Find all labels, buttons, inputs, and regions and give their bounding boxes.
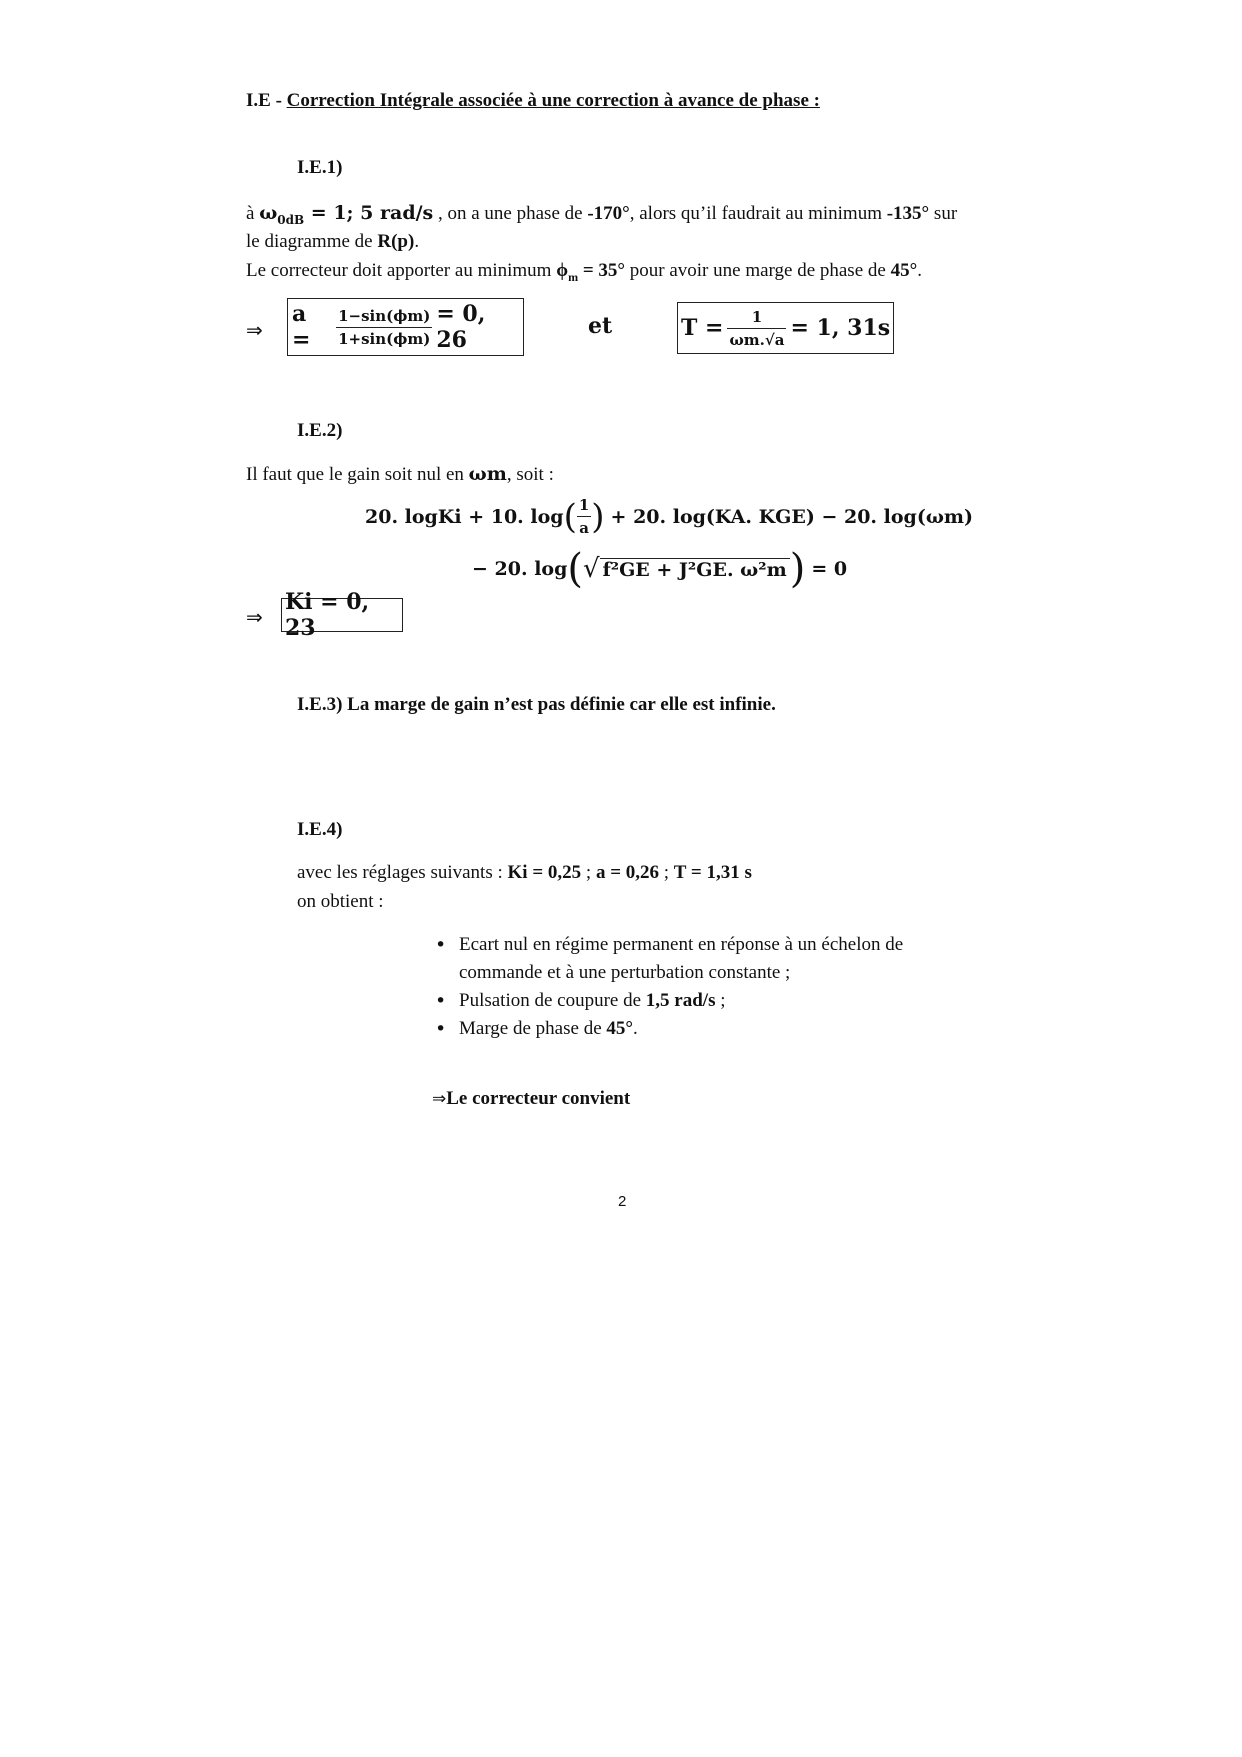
results-list <box>435 931 975 1043</box>
conclusion: ⇒Le correcteur convient <box>432 1088 631 1109</box>
ie4-line2: on obtient : <box>297 891 384 912</box>
list-item: • Marge de phase de 45°. <box>435 1015 975 1043</box>
ie1-line2: le diagramme de R(p). <box>246 231 420 252</box>
formula-t-box: T = $\frac{1}{\omega m.√a}$ = 1, 31s <box>677 302 894 354</box>
ie1-line3: Le correcteur doit apporter au minimum $\phi_m = 35^\circ$ pour avoir une marge de phase de 45°. <box>246 260 922 284</box>
ie1-heading: I.E.1) <box>297 157 343 178</box>
ie2-line1: Il faut que le gain soit nul en ωm, soit : <box>246 463 554 485</box>
fraction-a: $\frac{1-\sin(\phi m)}{1+\sin(\phi m)}$ <box>338 306 431 348</box>
formula-a-box: a = $\frac{1-\sin(\phi m)}{1+\sin(\phi m)}$ = 0, 26 <box>287 298 524 356</box>
ie4-line1: avec les réglages suivants : Ki = 0,25 ; a = 0,26 ; T = 1,31 s <box>297 862 752 883</box>
fraction-t: $\frac{1}{\omega m.√a}$ <box>729 307 785 349</box>
ie1-line1: à $\omega_{0dB} = 1$; 5 rad/s , on a une phase de -170°, alors qu’il faudrait au minimum -135° sur <box>246 202 958 227</box>
section-prefix: I.E - <box>246 90 287 111</box>
ie2-heading: I.E.2) <box>297 420 343 441</box>
section-title-text: Correction Intégrale associée à une correction à avance de phase : <box>286 90 820 111</box>
conclusion-arrow-icon: ⇒ <box>432 1089 447 1109</box>
ki-result-box: Ki = 0, 23 <box>281 598 403 632</box>
section-title <box>246 90 820 112</box>
list-item: • Ecart nul en régime permanent en réponse à un échelon de commande et à une perturbation constante ; <box>435 931 975 987</box>
ie4-heading: I.E.4) <box>297 819 343 840</box>
fraction-one-over-a: $\frac{1}{a}$ <box>578 496 590 537</box>
et-label: et <box>588 313 613 339</box>
gain-equation-line1: 20. logKi + 10. log ( $\frac{1}{a}$ ) + 20. log(KA. KGE) − 20. log(ωm) <box>365 496 974 537</box>
ie1-implies-arrow: ⇒ <box>246 318 263 342</box>
gain-equation-line2: − 20. log ( √ f²GE + J²GE. ω²m ) = 0 <box>472 546 848 592</box>
list-item: • Pulsation de coupure de 1,5 rad/s ; <box>435 987 975 1015</box>
ie2-implies-arrow: ⇒ <box>246 605 263 629</box>
ie3-text: I.E.3) La marge de gain n’est pas définie car elle est infinie. <box>297 694 776 715</box>
page-number: 2 <box>618 1193 627 1210</box>
